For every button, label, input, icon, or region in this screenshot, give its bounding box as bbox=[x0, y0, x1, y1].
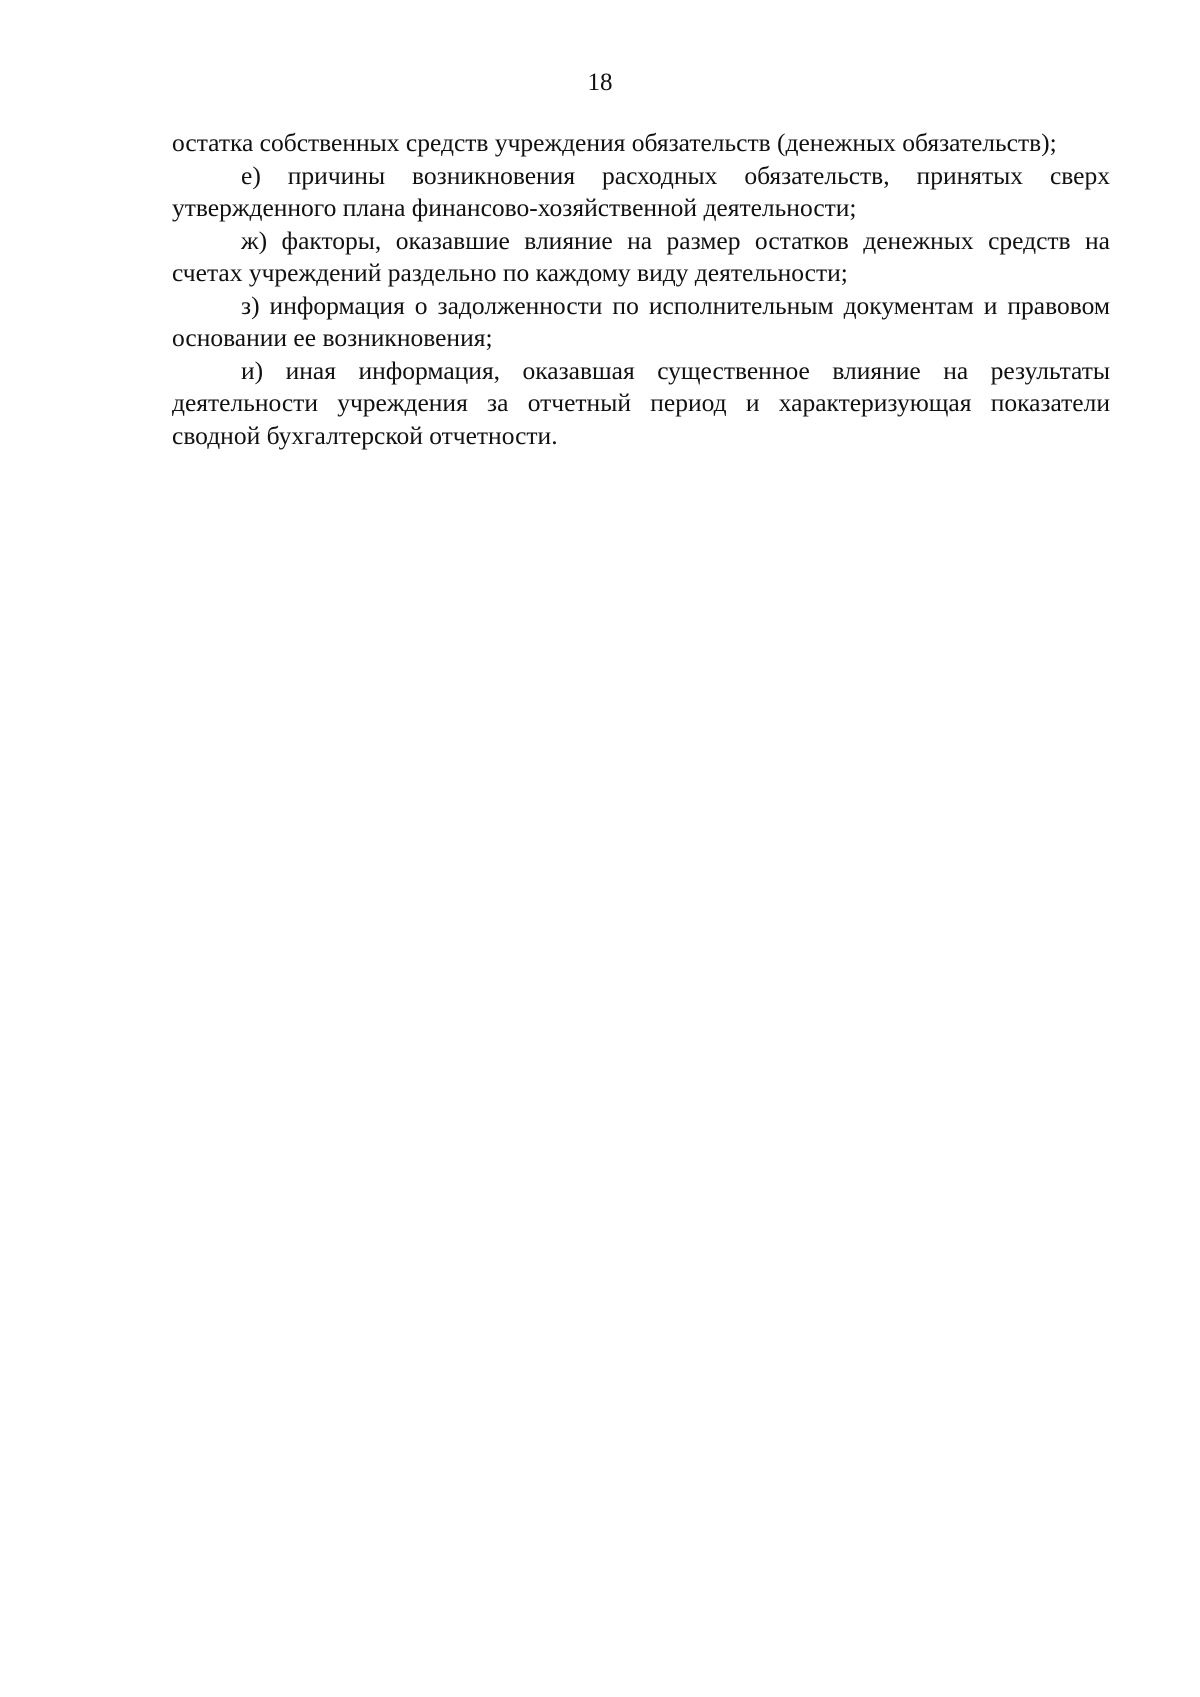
paragraph-item-z: з) информация о задолженности по исполнительным документам и правовом основании ее возникновения; bbox=[172, 290, 1110, 352]
paragraph-item-i: и) иная информация, оказавшая существенное влияние на результаты деятельности учреждения за отчетный период и характеризующая показатели сводной бухгалтерской отчетности. bbox=[172, 355, 1110, 450]
document-body bbox=[172, 127, 1110, 452]
page-number: 18 bbox=[587, 69, 613, 96]
paragraph-continuation: остатка собственных средств учреждения обязательств (денежных обязательств); bbox=[172, 128, 1057, 157]
paragraph-item-zh: ж) факторы, оказавшие влияние на размер остатков денежных средств на счетах учреждений раздельно по каждому виду деятельности; bbox=[172, 225, 1110, 287]
paragraph-item-e: е) причины возникновения расходных обязательств, принятых сверх утвержденного плана финансово-хозяйственной деятельности; bbox=[172, 160, 1110, 222]
